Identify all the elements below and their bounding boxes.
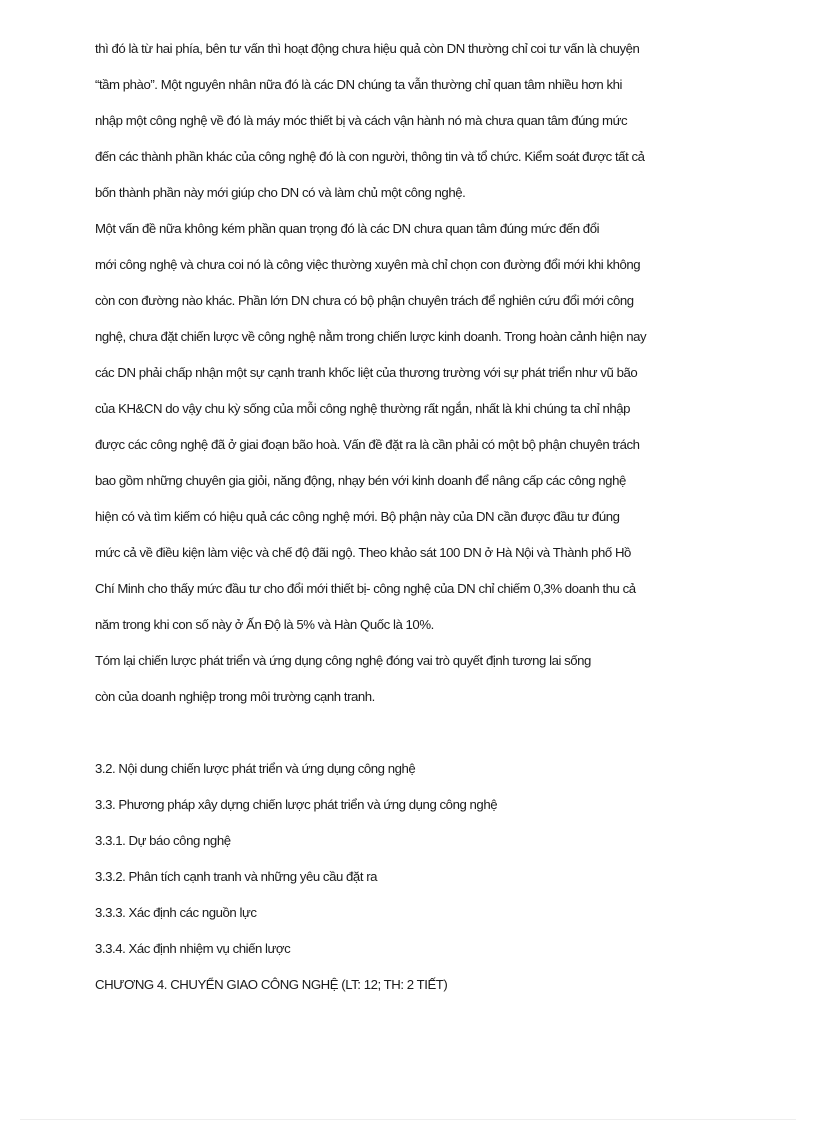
paragraph-2-line: nghệ, chưa đặt chiến lược về công nghệ nằm trong chiến lược kinh doanh. Trong hoàn cảnh hiện nay xyxy=(95,329,647,344)
paragraph-2-line: được các công nghệ đã ở giai đoạn bão hoà. Vấn đề đặt ra là cần phải có một bộ phận chuyên trách xyxy=(95,437,640,452)
paragraph-1-line: “tầm phào”. Một nguyên nhân nữa đó là các DN chúng ta vẫn thường chỉ quan tâm nhiều hơn khi xyxy=(95,77,622,92)
paragraph-1-line: bốn thành phần này mới giúp cho DN có và làm chủ một công nghệ. xyxy=(95,185,466,200)
paragraph-2-line: năm trong khi con số này ở Ấn Độ là 5% và Hàn Quốc là 10%. xyxy=(95,617,434,632)
paragraph-2-line: mới công nghệ và chưa coi nó là công việc thường xuyên mà chỉ chọn con đường đổi mới khi không xyxy=(95,257,641,272)
subsection-heading: 3.3.2. Phân tích cạnh tranh và những yêu cầu đặt ra xyxy=(95,869,378,884)
page-bottom-divider xyxy=(20,1119,796,1120)
paragraph-1-line: nhập một công nghệ về đó là máy móc thiết bị và cách vận hành nó mà chưa quan tâm đúng mức xyxy=(95,113,628,128)
paragraph-2-line: Chí Minh cho thấy mức đầu tư cho đổi mới thiết bị- công nghệ của DN chỉ chiếm 0,3% doanh thu cả xyxy=(95,581,636,596)
section-heading: 3.2. Nội dung chiến lược phát triển và ứng dụng công nghệ xyxy=(95,761,416,776)
section-heading: 3.3. Phương pháp xây dựng chiến lược phát triển và ứng dụng công nghệ xyxy=(95,797,498,812)
paragraph-2-line: hiện có và tìm kiếm có hiệu quả các công nghệ mới. Bộ phận này của DN cần được đầu tư đúng xyxy=(95,509,620,524)
paragraph-2-line: các DN phải chấp nhận một sự cạnh tranh khốc liệt của thương trường với sự phát triển như vũ bão xyxy=(95,365,638,380)
paragraph-1-line: đến các thành phần khác của công nghệ đó là con người, thông tin và tổ chức. Kiểm soát được tất cả xyxy=(95,149,645,164)
paragraph-3-line: Tóm lại chiến lược phát triển và ứng dụng công nghệ đóng vai trò quyết định tương lai sống xyxy=(95,653,591,668)
paragraph-2-line: còn con đường nào khác. Phần lớn DN chưa có bộ phận chuyên trách để nghiên cứu đổi mới công xyxy=(95,293,634,308)
paragraph-1-line: thì đó là từ hai phía, bên tư vấn thì hoạt động chưa hiệu quả còn DN thường chỉ coi tư vấn là chuyện xyxy=(95,41,640,56)
chapter-heading: CHƯƠNG 4. CHUYỂN GIAO CÔNG NGHỆ (LT: 12; TH: 2 TIẾT) xyxy=(95,977,448,992)
paragraph-2-line: Một vấn đề nữa không kém phần quan trọng đó là các DN chưa quan tâm đúng mức đến đổi xyxy=(95,221,600,236)
subsection-heading: 3.3.3. Xác định các nguồn lực xyxy=(95,905,257,920)
paragraph-2-line: của KH&CN do vậy chu kỳ sống của mỗi công nghệ thường rất ngắn, nhất là khi chúng ta chỉ nhập xyxy=(95,401,630,416)
paragraph-2-line: mức cả về điều kiện làm việc và chế độ đãi ngộ. Theo khảo sát 100 DN ở Hà Nội và Thành phố Hồ xyxy=(95,545,631,560)
subsection-heading: 3.3.1. Dự báo công nghệ xyxy=(95,833,231,848)
paragraph-2-line: bao gồm những chuyên gia giỏi, năng động, nhạy bén với kinh doanh để nâng cấp các công nghệ xyxy=(95,473,626,488)
paragraph-3-line: còn của doanh nghiệp trong môi trường cạnh tranh. xyxy=(95,689,375,704)
subsection-heading: 3.3.4. Xác định nhiệm vụ chiến lược xyxy=(95,941,291,956)
